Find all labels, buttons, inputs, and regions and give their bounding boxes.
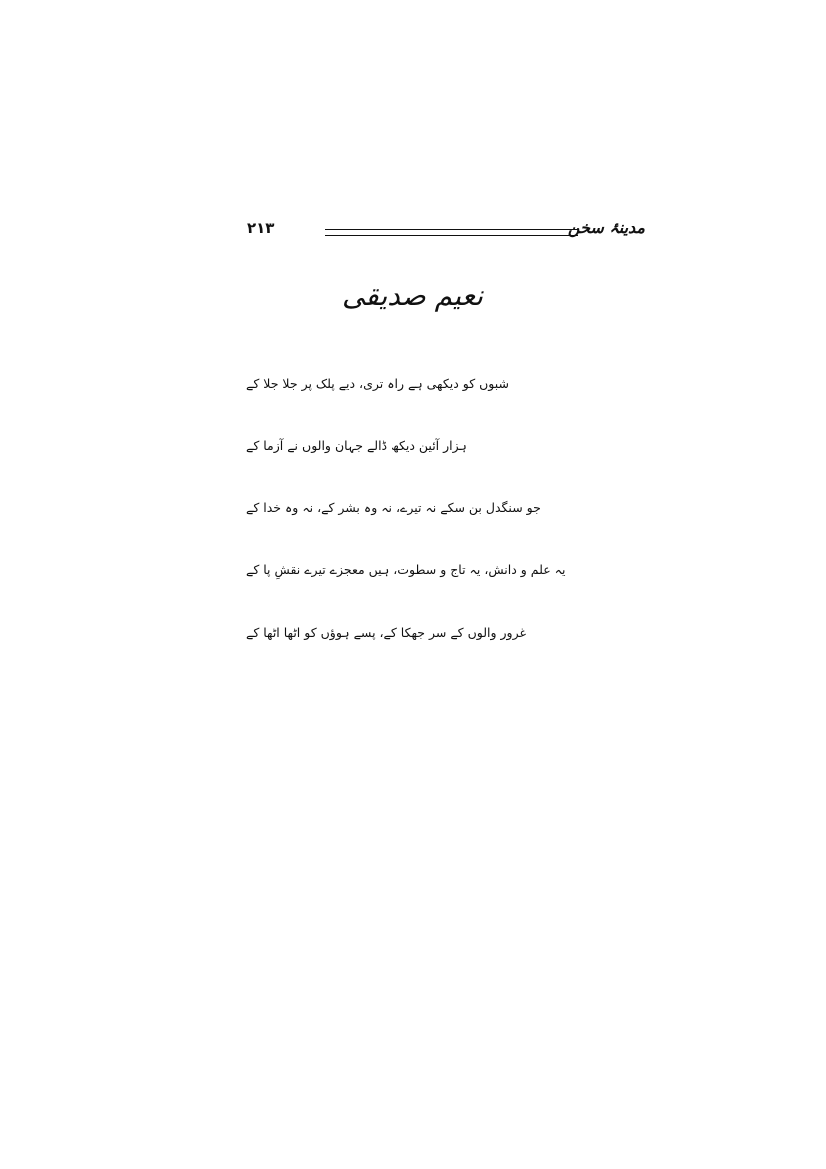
poet-name: نعیم صدیقی bbox=[341, 279, 484, 312]
verse-line: ہزار آئین دیکھ ڈالے جہان والوں نے آزما کے bbox=[246, 438, 467, 453]
page-number: ۲۱۳ bbox=[247, 219, 275, 237]
verse-line: غرور والوں کے سر جھکا کے، پسے ہوؤں کو اٹھا اٹھا کے bbox=[246, 625, 527, 640]
verse-line: جو سنگدل بن سکے نہ تیرے، نہ وہ بشر کے، نہ وہ خدا کے bbox=[246, 500, 541, 515]
book-title: مدینۂ سخن bbox=[567, 218, 645, 237]
header-double-rule bbox=[325, 229, 578, 236]
verse-line: یہ علم و دانش، یہ تاج و سطوت، ہیں معجزے تیرے نقشِ پا کے bbox=[246, 562, 566, 577]
verse-line: شبوں کو دیکھی ہے راہ تری، دیے پلک پر جلا جلا کے bbox=[246, 376, 510, 391]
